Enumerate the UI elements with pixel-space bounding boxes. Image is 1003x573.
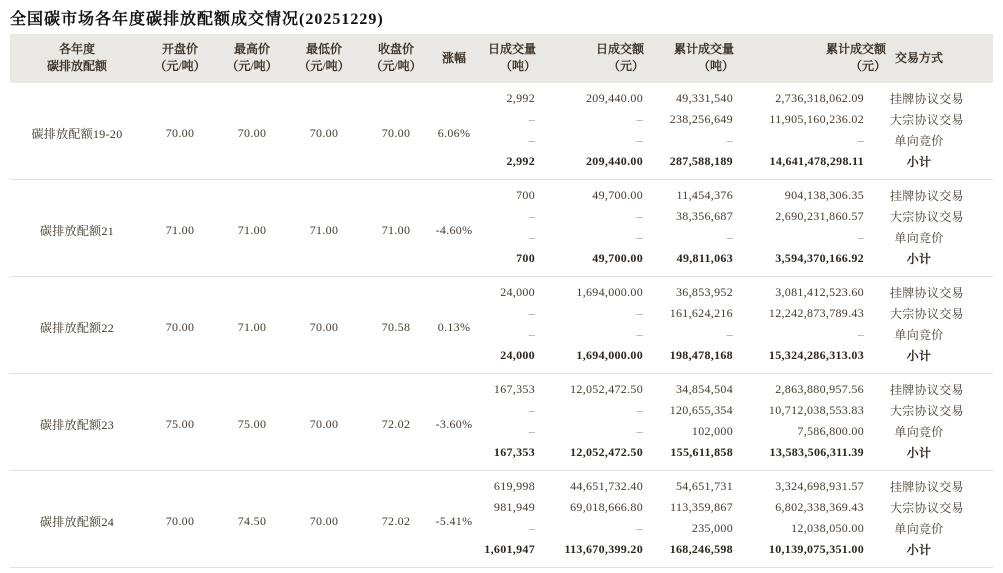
cell-close: 71.00: [381, 222, 411, 237]
cell-method: 大宗协议交易: [890, 403, 964, 418]
cell-daily_amount: 113,670,399.20: [564, 541, 643, 556]
cell-method: 挂牌协议交易: [890, 91, 964, 106]
cell-cum_amount: 3,594,370,166.92: [775, 250, 864, 265]
cell-low: 70.00: [309, 319, 339, 334]
cell-high: 71.00: [237, 319, 267, 334]
cell-cum_volume: 49,331,540: [676, 90, 733, 105]
cell-cum_amount: 3,081,412,523.60: [775, 284, 864, 299]
cell-daily_volume: 981,949: [493, 499, 535, 514]
table-header: [10, 34, 993, 83]
cell-method: 挂牌协议交易: [890, 479, 964, 494]
trade-method-row: [10, 83, 993, 109]
col-header-cum_volume: 累计成交量 （吨）: [646, 34, 736, 83]
cell-high: 75.00: [237, 416, 267, 431]
cell-daily_amount: 12,052,472.50: [570, 444, 643, 459]
cell-daily_amount: –: [636, 423, 643, 438]
cell-product: 碳排放配额19-20: [31, 126, 123, 141]
cell-cum_volume: 102,000: [691, 423, 733, 438]
cell-cum_volume: 161,624,216: [669, 305, 733, 320]
cell-close: 72.02: [381, 416, 411, 431]
cell-cum_amount: 904,138,306.35: [784, 187, 864, 202]
cell-close: 70.00: [381, 125, 411, 140]
cell-method: 单向竞价: [894, 327, 944, 342]
cell-method: 小计: [906, 348, 932, 363]
cell-cum_volume: 168,246,598: [669, 541, 733, 556]
cell-high: 71.00: [237, 222, 267, 237]
cell-method: 单向竞价: [894, 230, 944, 245]
cell-daily_amount: 209,440.00: [586, 153, 643, 168]
col-header-close: 收盘价 （元/吨）: [360, 34, 432, 83]
cell-method: 单向竞价: [894, 521, 944, 536]
cell-cum_amount: –: [857, 132, 864, 147]
cell-method: 大宗协议交易: [890, 209, 964, 224]
cell-product: 碳排放配额21: [39, 223, 115, 238]
cell-method: 大宗协议交易: [890, 306, 964, 321]
cell-daily_volume: –: [528, 423, 535, 438]
cell-method: 单向竞价: [894, 133, 944, 148]
quota-block-2: [10, 179, 993, 276]
col-header-change: 涨幅: [432, 34, 476, 83]
quota-block-4: [10, 373, 993, 470]
cell-cum_amount: 14,641,478,298.11: [769, 153, 864, 168]
cell-daily_volume: 2,992: [506, 153, 535, 168]
cell-daily_volume: –: [528, 520, 535, 535]
cell-close: 70.58: [381, 319, 411, 334]
cell-daily_amount: –: [636, 305, 643, 320]
col-header-daily_volume: 日成交量 （吨）: [476, 34, 538, 83]
cell-daily_volume: 24,000: [500, 347, 535, 362]
cell-low: 70.00: [309, 125, 339, 140]
cell-low: 70.00: [309, 513, 339, 528]
cell-cum_volume: –: [726, 132, 733, 147]
cell-daily_amount: 49,700.00: [592, 187, 643, 202]
cell-cum_amount: 15,324,286,313.03: [768, 347, 864, 362]
cell-daily_volume: –: [528, 326, 535, 341]
cell-daily_amount: –: [636, 208, 643, 223]
cell-daily_volume: –: [528, 208, 535, 223]
cell-cum_volume: 113,359,867: [670, 499, 733, 514]
cell-cum_amount: 12,038,050.00: [791, 520, 864, 535]
cell-open: 70.00: [165, 513, 195, 528]
cell-daily_amount: 209,440.00: [586, 90, 643, 105]
cell-change: 0.13%: [437, 319, 471, 334]
cell-cum_amount: 2,736,318,062.09: [775, 90, 864, 105]
cell-change: -5.41%: [435, 513, 473, 528]
col-header-product: 各年度 碳排放配额: [10, 34, 144, 83]
cell-cum_volume: 198,478,168: [669, 347, 733, 362]
cell-cum_volume: 11,454,376: [676, 187, 733, 202]
cell-open: 75.00: [165, 416, 195, 431]
cell-daily_amount: –: [636, 402, 643, 417]
cell-high: 70.00: [237, 125, 267, 140]
cell-daily_volume: 700: [516, 187, 535, 202]
cell-cum_volume: –: [726, 229, 733, 244]
cell-cum_amount: 3,324,698,931.57: [775, 478, 864, 493]
cell-cum_amount: 12,242,873,789.43: [768, 305, 864, 320]
cell-low: 71.00: [309, 222, 339, 237]
cell-method: 小计: [906, 542, 932, 557]
col-header-daily_amount: 日成交额 （元）: [538, 34, 646, 83]
cell-open: 71.00: [165, 222, 195, 237]
cell-daily_amount: 1,694,000.00: [576, 347, 643, 362]
cell-daily_amount: 12,052,472.50: [570, 381, 643, 396]
cell-cum_volume: 155,611,858: [670, 444, 733, 459]
cell-cum_volume: 34,854,504: [676, 381, 733, 396]
cell-cum_volume: 238,256,649: [669, 111, 733, 126]
cell-method: 小计: [906, 251, 932, 266]
cell-cum_volume: –: [726, 326, 733, 341]
cell-change: -3.60%: [435, 416, 473, 431]
cell-change: 6.06%: [437, 125, 471, 140]
cell-daily_amount: 44,651,732.40: [570, 478, 643, 493]
cell-daily_volume: 167,353: [493, 444, 535, 459]
header-row: [10, 34, 993, 83]
carbon-quota-table: [10, 34, 993, 568]
page-title: 全国碳市场各年度碳排放配额成交情况(20251229): [10, 11, 384, 28]
cell-product: 碳排放配额22: [39, 320, 115, 335]
cell-daily_amount: –: [636, 520, 643, 535]
cell-daily_volume: –: [528, 111, 535, 126]
cell-cum_amount: 7,586,800.00: [797, 423, 864, 438]
cell-method: 单向竞价: [894, 424, 944, 439]
cell-cum_amount: 13,583,506,311.39: [769, 444, 864, 459]
cell-cum_amount: 11,905,160,236.02: [769, 111, 864, 126]
col-header-high: 最高价 （元/吨）: [216, 34, 288, 83]
cell-daily_volume: –: [528, 229, 535, 244]
cell-daily_amount: 69,018,666.80: [570, 499, 643, 514]
cell-low: 70.00: [309, 416, 339, 431]
cell-daily_volume: 167,353: [493, 381, 535, 396]
cell-daily_amount: 49,700.00: [592, 250, 643, 265]
cell-daily_volume: 2,992: [506, 90, 535, 105]
col-header-cum_amount: 累计成交额 （元）: [736, 34, 888, 83]
cell-cum_volume: 235,000: [691, 520, 733, 535]
cell-high: 74.50: [237, 513, 267, 528]
quota-block-5: [10, 470, 993, 567]
cell-cum_amount: 10,712,038,553.83: [768, 402, 864, 417]
cell-daily_amount: –: [636, 132, 643, 147]
cell-daily_volume: 24,000: [500, 284, 535, 299]
cell-open: 70.00: [165, 125, 195, 140]
cell-daily_amount: 1,694,000.00: [576, 284, 643, 299]
cell-daily_amount: –: [636, 111, 643, 126]
cell-method: 小计: [906, 445, 932, 460]
cell-cum_amount: 10,139,075,351.00: [768, 541, 864, 556]
cell-cum_amount: 2,863,880,957.56: [775, 381, 864, 396]
cell-method: 挂牌协议交易: [890, 188, 964, 203]
cell-cum_amount: –: [857, 229, 864, 244]
trade-method-row: [10, 470, 993, 497]
cell-daily_volume: 700: [516, 250, 535, 265]
cell-cum_volume: 49,811,063: [676, 250, 733, 265]
col-header-low: 最低价 （元/吨）: [288, 34, 360, 83]
cell-daily_amount: –: [636, 326, 643, 341]
quota-block-3: [10, 276, 993, 373]
cell-cum_amount: 2,690,231,860.57: [775, 208, 864, 223]
trade-method-row: [10, 373, 993, 400]
cell-daily_volume: –: [528, 305, 535, 320]
cell-method: 挂牌协议交易: [890, 382, 964, 397]
cell-method: 小计: [906, 154, 932, 169]
cell-cum_volume: 38,356,687: [676, 208, 733, 223]
cell-method: 大宗协议交易: [890, 112, 964, 127]
cell-change: -4.60%: [435, 222, 473, 237]
cell-product: 碳排放配额23: [39, 417, 115, 432]
cell-daily_volume: 1,601,947: [484, 541, 535, 556]
trade-method-row: [10, 179, 993, 206]
cell-cum_volume: 287,588,189: [669, 153, 733, 168]
cell-close: 72.02: [381, 513, 411, 528]
col-header-open: 开盘价 （元/吨）: [144, 34, 216, 83]
cell-daily_volume: –: [528, 402, 535, 417]
quota-block-1: [10, 83, 993, 180]
cell-cum_volume: 54,651,731: [676, 478, 733, 493]
cell-method: 大宗协议交易: [890, 500, 964, 515]
cell-product: 碳排放配额24: [39, 514, 115, 529]
col-header-method: 交易方式: [888, 34, 993, 83]
cell-daily_volume: –: [528, 132, 535, 147]
cell-method: 挂牌协议交易: [890, 285, 964, 300]
cell-cum_volume: 36,853,952: [676, 284, 733, 299]
cell-open: 70.00: [165, 319, 195, 334]
cell-daily_amount: –: [636, 229, 643, 244]
cell-cum_volume: 120,655,354: [669, 402, 733, 417]
trade-method-row: [10, 276, 993, 303]
cell-cum_amount: –: [857, 326, 864, 341]
cell-cum_amount: 6,802,338,369.43: [775, 499, 864, 514]
cell-daily_volume: 619,998: [493, 478, 535, 493]
